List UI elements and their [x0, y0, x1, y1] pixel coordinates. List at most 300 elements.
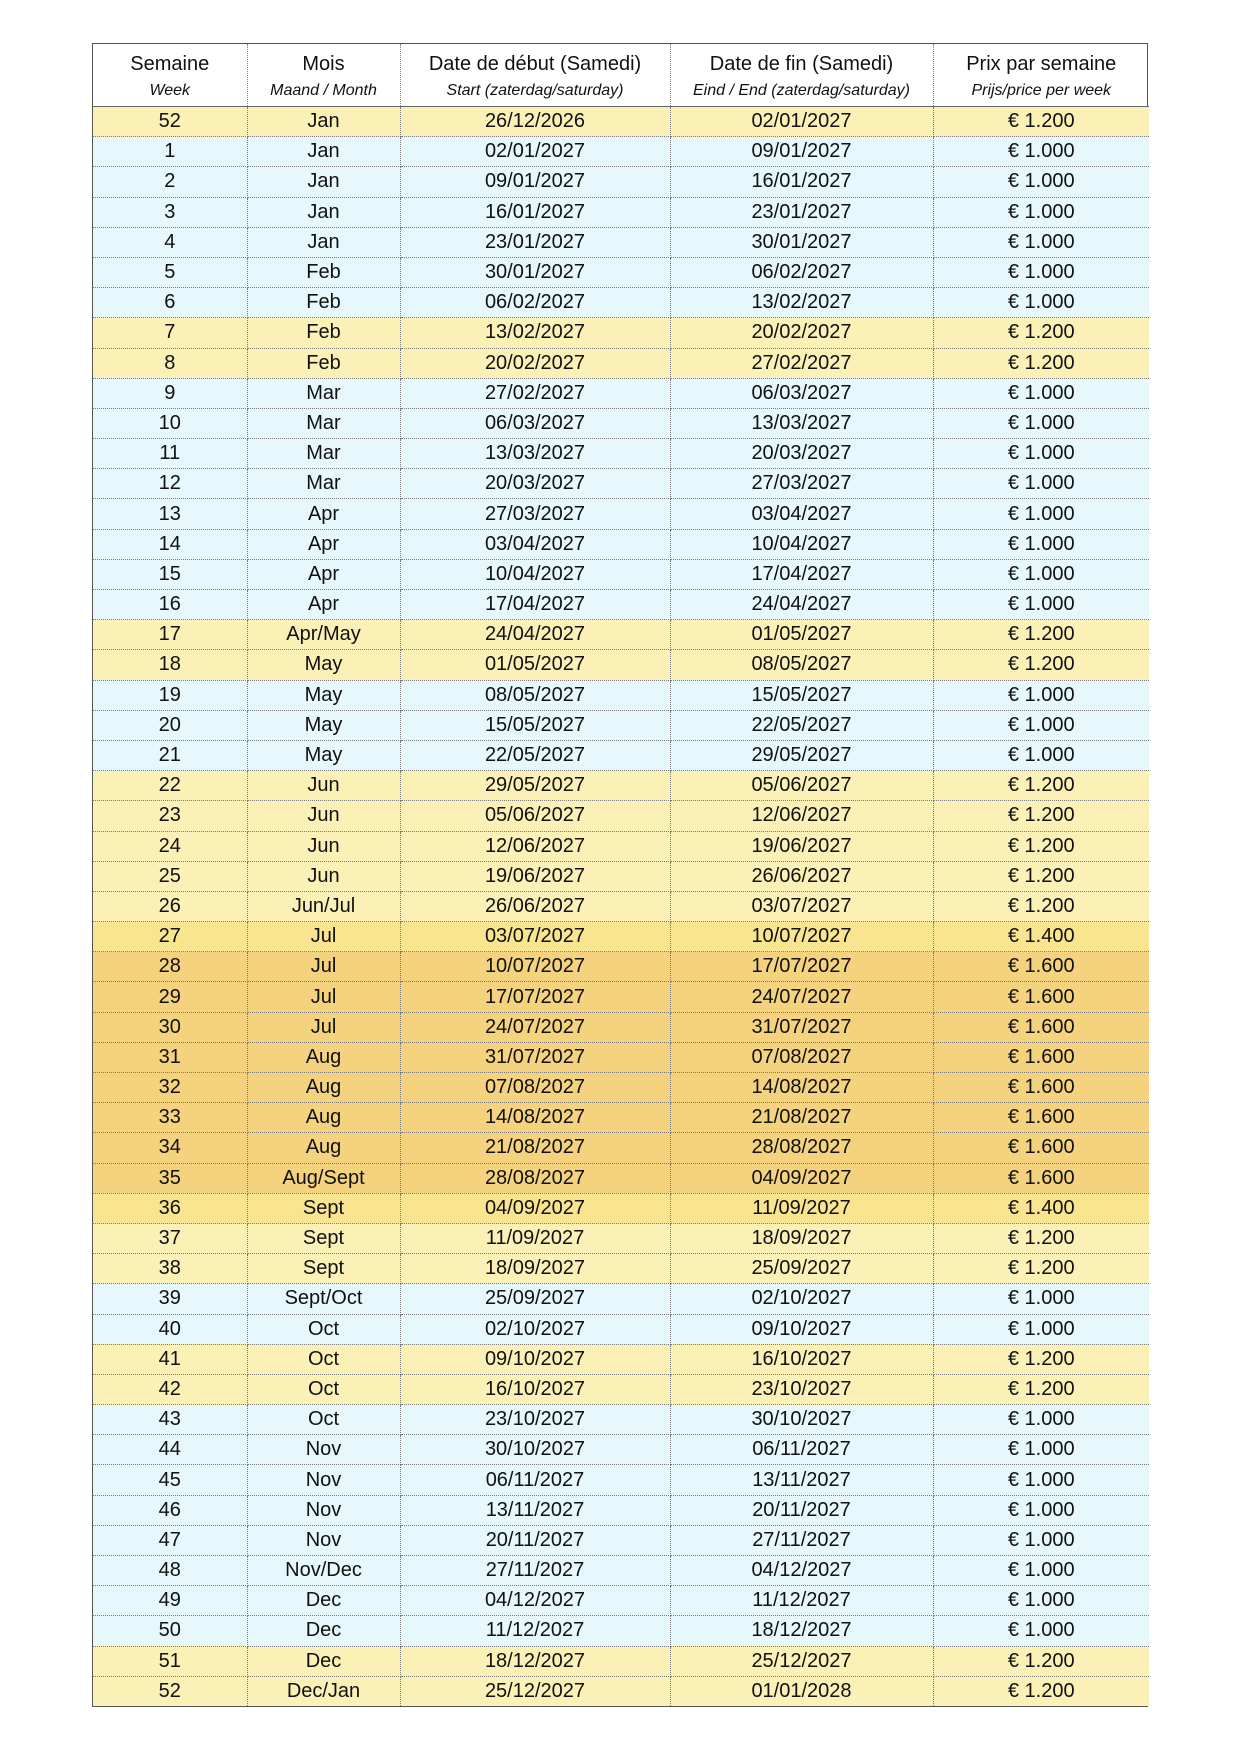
- table-row: [93, 197, 1149, 227]
- price-cell: € 1.000: [933, 559, 1149, 589]
- table-row: [93, 469, 1149, 499]
- end-date-cell: 25/12/2027: [670, 1646, 933, 1676]
- header-week-sub: Week: [149, 82, 191, 99]
- price-cell: € 1.000: [933, 1435, 1149, 1465]
- price-cell: € 1.000: [933, 1586, 1149, 1616]
- price-cell: € 1.200: [933, 771, 1149, 801]
- end-date-cell: 01/01/2028: [670, 1676, 933, 1706]
- price-cell: € 1.200: [933, 650, 1149, 680]
- start-date-cell: 10/07/2027: [400, 952, 670, 982]
- week-cell: 24: [93, 831, 247, 861]
- start-date-cell: 17/07/2027: [400, 982, 670, 1012]
- week-cell: 18: [93, 650, 247, 680]
- week-cell: 19: [93, 680, 247, 710]
- start-date-cell: 23/10/2027: [400, 1405, 670, 1435]
- month-cell: Nov/Dec: [247, 1556, 400, 1586]
- start-date-cell: 30/10/2027: [400, 1435, 670, 1465]
- week-cell: 2: [93, 167, 247, 197]
- header-month-fr: Mois: [302, 53, 345, 75]
- price-cell: € 1.000: [933, 1314, 1149, 1344]
- month-cell: Aug: [247, 1103, 400, 1133]
- header-end-sub: Eind / End (zaterdag/saturday): [692, 82, 910, 99]
- week-cell: 42: [93, 1374, 247, 1404]
- start-date-cell: 20/03/2027: [400, 469, 670, 499]
- end-date-cell: 25/09/2027: [670, 1254, 933, 1284]
- start-date-cell: 11/09/2027: [400, 1223, 670, 1253]
- week-cell: 16: [93, 590, 247, 620]
- month-cell: Dec/Jan: [247, 1676, 400, 1706]
- month-cell: Apr: [247, 590, 400, 620]
- table-row: [93, 1012, 1149, 1042]
- week-cell: 12: [93, 469, 247, 499]
- price-cell: € 1.200: [933, 891, 1149, 921]
- table-header: [93, 44, 1149, 107]
- start-date-cell: 27/03/2027: [400, 499, 670, 529]
- table-row: [93, 740, 1149, 770]
- week-cell: 48: [93, 1556, 247, 1586]
- table-row: [93, 257, 1149, 287]
- table-row: [93, 1374, 1149, 1404]
- start-date-cell: 02/10/2027: [400, 1314, 670, 1344]
- start-date-cell: 18/09/2027: [400, 1254, 670, 1284]
- start-date-cell: 22/05/2027: [400, 740, 670, 770]
- week-cell: 7: [93, 318, 247, 348]
- table-row: [93, 650, 1149, 680]
- week-cell: 45: [93, 1465, 247, 1495]
- month-cell: Mar: [247, 408, 400, 438]
- month-cell: Jan: [247, 107, 400, 137]
- price-cell: € 1.600: [933, 1042, 1149, 1072]
- price-cell: € 1.000: [933, 680, 1149, 710]
- month-cell: Jul: [247, 952, 400, 982]
- start-date-cell: 13/11/2027: [400, 1495, 670, 1525]
- table-row: [93, 318, 1149, 348]
- price-cell: € 1.600: [933, 1073, 1149, 1103]
- end-date-cell: 11/12/2027: [670, 1586, 933, 1616]
- week-cell: 32: [93, 1073, 247, 1103]
- week-cell: 35: [93, 1163, 247, 1193]
- month-cell: Jan: [247, 167, 400, 197]
- end-date-cell: 04/09/2027: [670, 1163, 933, 1193]
- price-cell: € 1.200: [933, 1344, 1149, 1374]
- month-cell: Aug/Sept: [247, 1163, 400, 1193]
- month-cell: Jul: [247, 1012, 400, 1042]
- start-date-cell: 17/04/2027: [400, 590, 670, 620]
- month-cell: Aug: [247, 1133, 400, 1163]
- table-row: [93, 227, 1149, 257]
- price-cell: € 1.000: [933, 408, 1149, 438]
- table-row: [93, 1495, 1149, 1525]
- month-cell: Dec: [247, 1646, 400, 1676]
- end-date-cell: 22/05/2027: [670, 710, 933, 740]
- end-date-cell: 11/09/2027: [670, 1193, 933, 1223]
- end-date-cell: 13/03/2027: [670, 408, 933, 438]
- start-date-cell: 03/04/2027: [400, 529, 670, 559]
- start-date-cell: 08/05/2027: [400, 680, 670, 710]
- table-row: [93, 137, 1149, 167]
- header-price-fr: Prix par semaine: [966, 53, 1117, 75]
- week-cell: 39: [93, 1284, 247, 1314]
- week-cell: 15: [93, 559, 247, 589]
- month-cell: Sept/Oct: [247, 1284, 400, 1314]
- week-cell: 40: [93, 1314, 247, 1344]
- month-cell: Jun: [247, 861, 400, 891]
- table-row: [93, 1405, 1149, 1435]
- table-row: [93, 861, 1149, 891]
- header-start-sub: Start (zaterdag/saturday): [446, 82, 624, 99]
- table-row: [93, 1435, 1149, 1465]
- month-cell: Jul: [247, 982, 400, 1012]
- end-date-cell: 24/07/2027: [670, 982, 933, 1012]
- month-cell: Sept: [247, 1193, 400, 1223]
- end-date-cell: 12/06/2027: [670, 801, 933, 831]
- end-date-cell: 28/08/2027: [670, 1133, 933, 1163]
- month-cell: Oct: [247, 1314, 400, 1344]
- end-date-cell: 17/07/2027: [670, 952, 933, 982]
- month-cell: Jan: [247, 137, 400, 167]
- table-row: [93, 680, 1149, 710]
- end-date-cell: 27/11/2027: [670, 1525, 933, 1555]
- month-cell: Apr: [247, 499, 400, 529]
- month-cell: Jan: [247, 197, 400, 227]
- price-cell: € 1.000: [933, 378, 1149, 408]
- price-cell: € 1.200: [933, 1374, 1149, 1404]
- start-date-cell: 20/11/2027: [400, 1525, 670, 1555]
- week-cell: 27: [93, 922, 247, 952]
- week-cell: 51: [93, 1646, 247, 1676]
- week-cell: 30: [93, 1012, 247, 1042]
- start-date-cell: 18/12/2027: [400, 1646, 670, 1676]
- end-date-cell: 26/06/2027: [670, 861, 933, 891]
- header-end-date: [670, 44, 933, 107]
- week-cell: 33: [93, 1103, 247, 1133]
- start-date-cell: 25/09/2027: [400, 1284, 670, 1314]
- end-date-cell: 20/02/2027: [670, 318, 933, 348]
- month-cell: Apr/May: [247, 620, 400, 650]
- week-cell: 14: [93, 529, 247, 559]
- start-date-cell: 21/08/2027: [400, 1133, 670, 1163]
- week-cell: 3: [93, 197, 247, 227]
- table-row: [93, 439, 1149, 469]
- start-date-cell: 30/01/2027: [400, 257, 670, 287]
- start-date-cell: 27/11/2027: [400, 1556, 670, 1586]
- start-date-cell: 19/06/2027: [400, 861, 670, 891]
- end-date-cell: 13/11/2027: [670, 1465, 933, 1495]
- start-date-cell: 31/07/2027: [400, 1042, 670, 1072]
- price-cell: € 1.000: [933, 499, 1149, 529]
- start-date-cell: 01/05/2027: [400, 650, 670, 680]
- start-date-cell: 28/08/2027: [400, 1163, 670, 1193]
- end-date-cell: 02/10/2027: [670, 1284, 933, 1314]
- start-date-cell: 13/03/2027: [400, 439, 670, 469]
- end-date-cell: 02/01/2027: [670, 107, 933, 137]
- month-cell: May: [247, 650, 400, 680]
- start-date-cell: 27/02/2027: [400, 378, 670, 408]
- header-price: [933, 44, 1149, 107]
- start-date-cell: 09/01/2027: [400, 167, 670, 197]
- price-cell: € 1.000: [933, 710, 1149, 740]
- month-cell: Jun/Jul: [247, 891, 400, 921]
- month-cell: Sept: [247, 1223, 400, 1253]
- table-row: [93, 378, 1149, 408]
- price-cell: € 1.200: [933, 1223, 1149, 1253]
- price-cell: € 1.000: [933, 1405, 1149, 1435]
- table-row: [93, 408, 1149, 438]
- table-row: [93, 559, 1149, 589]
- week-cell: 22: [93, 771, 247, 801]
- end-date-cell: 19/06/2027: [670, 831, 933, 861]
- end-date-cell: 03/07/2027: [670, 891, 933, 921]
- price-cell: € 1.400: [933, 922, 1149, 952]
- price-cell: € 1.200: [933, 801, 1149, 831]
- week-cell: 23: [93, 801, 247, 831]
- price-cell: € 1.000: [933, 740, 1149, 770]
- price-cell: € 1.200: [933, 1646, 1149, 1676]
- start-date-cell: 04/09/2027: [400, 1193, 670, 1223]
- month-cell: Mar: [247, 439, 400, 469]
- table-row: [93, 831, 1149, 861]
- price-cell: € 1.200: [933, 831, 1149, 861]
- start-date-cell: 03/07/2027: [400, 922, 670, 952]
- header-month-sub: Maand / Month: [270, 82, 377, 99]
- end-date-cell: 01/05/2027: [670, 620, 933, 650]
- end-date-cell: 17/04/2027: [670, 559, 933, 589]
- week-cell: 5: [93, 257, 247, 287]
- month-cell: Mar: [247, 378, 400, 408]
- end-date-cell: 20/03/2027: [670, 439, 933, 469]
- end-date-cell: 06/02/2027: [670, 257, 933, 287]
- end-date-cell: 18/12/2027: [670, 1616, 933, 1646]
- end-date-cell: 06/11/2027: [670, 1435, 933, 1465]
- table-row: [93, 891, 1149, 921]
- end-date-cell: 15/05/2027: [670, 680, 933, 710]
- start-date-cell: 26/06/2027: [400, 891, 670, 921]
- week-cell: 38: [93, 1254, 247, 1284]
- month-cell: May: [247, 680, 400, 710]
- week-cell: 4: [93, 227, 247, 257]
- end-date-cell: 24/04/2027: [670, 590, 933, 620]
- month-cell: Feb: [247, 288, 400, 318]
- end-date-cell: 27/03/2027: [670, 469, 933, 499]
- price-cell: € 1.000: [933, 590, 1149, 620]
- month-cell: Oct: [247, 1344, 400, 1374]
- week-cell: 41: [93, 1344, 247, 1374]
- table-row: [93, 1133, 1149, 1163]
- month-cell: Dec: [247, 1586, 400, 1616]
- header-start-date: [400, 44, 670, 107]
- end-date-cell: 18/09/2027: [670, 1223, 933, 1253]
- end-date-cell: 20/11/2027: [670, 1495, 933, 1525]
- start-date-cell: 16/01/2027: [400, 197, 670, 227]
- week-cell: 9: [93, 378, 247, 408]
- table-row: [93, 348, 1149, 378]
- price-cell: € 1.000: [933, 167, 1149, 197]
- table-row: [93, 710, 1149, 740]
- start-date-cell: 20/02/2027: [400, 348, 670, 378]
- table-row: [93, 1676, 1149, 1706]
- table-row: [93, 1344, 1149, 1374]
- start-date-cell: 09/10/2027: [400, 1344, 670, 1374]
- price-cell: € 1.200: [933, 1254, 1149, 1284]
- end-date-cell: 09/10/2027: [670, 1314, 933, 1344]
- month-cell: Feb: [247, 257, 400, 287]
- start-date-cell: 12/06/2027: [400, 831, 670, 861]
- table-row: [93, 1163, 1149, 1193]
- start-date-cell: 16/10/2027: [400, 1374, 670, 1404]
- price-table-container: [92, 43, 1148, 1707]
- month-cell: Nov: [247, 1435, 400, 1465]
- table-row: [93, 952, 1149, 982]
- start-date-cell: 13/02/2027: [400, 318, 670, 348]
- table-row: [93, 167, 1149, 197]
- end-date-cell: 23/10/2027: [670, 1374, 933, 1404]
- price-cell: € 1.200: [933, 1676, 1149, 1706]
- week-cell: 52: [93, 1676, 247, 1706]
- end-date-cell: 30/01/2027: [670, 227, 933, 257]
- start-date-cell: 11/12/2027: [400, 1616, 670, 1646]
- start-date-cell: 25/12/2027: [400, 1676, 670, 1706]
- month-cell: Feb: [247, 318, 400, 348]
- month-cell: Jun: [247, 801, 400, 831]
- start-date-cell: 06/11/2027: [400, 1465, 670, 1495]
- price-cell: € 1.000: [933, 1284, 1149, 1314]
- table-row: [93, 499, 1149, 529]
- end-date-cell: 10/07/2027: [670, 922, 933, 952]
- table-row: [93, 1556, 1149, 1586]
- week-cell: 34: [93, 1133, 247, 1163]
- week-cell: 50: [93, 1616, 247, 1646]
- end-date-cell: 05/06/2027: [670, 771, 933, 801]
- end-date-cell: 23/01/2027: [670, 197, 933, 227]
- table-row: [93, 982, 1149, 1012]
- end-date-cell: 09/01/2027: [670, 137, 933, 167]
- price-cell: € 1.000: [933, 439, 1149, 469]
- week-cell: 8: [93, 348, 247, 378]
- week-cell: 29: [93, 982, 247, 1012]
- end-date-cell: 21/08/2027: [670, 1103, 933, 1133]
- table-row: [93, 1223, 1149, 1253]
- start-date-cell: 06/03/2027: [400, 408, 670, 438]
- week-cell: 11: [93, 439, 247, 469]
- end-date-cell: 16/10/2027: [670, 1344, 933, 1374]
- week-cell: 52: [93, 107, 247, 137]
- end-date-cell: 03/04/2027: [670, 499, 933, 529]
- price-cell: € 1.000: [933, 1616, 1149, 1646]
- week-cell: 20: [93, 710, 247, 740]
- week-cell: 17: [93, 620, 247, 650]
- week-cell: 26: [93, 891, 247, 921]
- month-cell: Jul: [247, 922, 400, 952]
- month-cell: Feb: [247, 348, 400, 378]
- week-cell: 49: [93, 1586, 247, 1616]
- start-date-cell: 24/07/2027: [400, 1012, 670, 1042]
- weekly-price-table: [93, 44, 1149, 1706]
- table-row: [93, 1646, 1149, 1676]
- week-cell: 13: [93, 499, 247, 529]
- week-cell: 46: [93, 1495, 247, 1525]
- month-cell: Jun: [247, 771, 400, 801]
- month-cell: Jun: [247, 831, 400, 861]
- table-body: [93, 107, 1149, 1706]
- week-cell: 25: [93, 861, 247, 891]
- price-cell: € 1.000: [933, 1525, 1149, 1555]
- table-row: [93, 107, 1149, 137]
- table-row: [93, 590, 1149, 620]
- end-date-cell: 13/02/2027: [670, 288, 933, 318]
- table-row: [93, 288, 1149, 318]
- week-cell: 28: [93, 952, 247, 982]
- price-cell: € 1.200: [933, 861, 1149, 891]
- end-date-cell: 10/04/2027: [670, 529, 933, 559]
- price-cell: € 1.000: [933, 1495, 1149, 1525]
- end-date-cell: 06/03/2027: [670, 378, 933, 408]
- start-date-cell: 06/02/2027: [400, 288, 670, 318]
- table-row: [93, 1073, 1149, 1103]
- price-cell: € 1.200: [933, 348, 1149, 378]
- table-row: [93, 1465, 1149, 1495]
- month-cell: May: [247, 710, 400, 740]
- header-end-fr: Date de fin (Samedi): [709, 53, 894, 75]
- end-date-cell: 27/02/2027: [670, 348, 933, 378]
- price-cell: € 1.600: [933, 1012, 1149, 1042]
- header-week-fr: Semaine: [130, 53, 210, 75]
- header-week: [93, 44, 247, 107]
- week-cell: 6: [93, 288, 247, 318]
- table-row: [93, 1042, 1149, 1072]
- month-cell: Nov: [247, 1465, 400, 1495]
- month-cell: Nov: [247, 1525, 400, 1555]
- table-row: [93, 1284, 1149, 1314]
- header-price-sub: Prijs/price per week: [971, 82, 1112, 99]
- month-cell: Sept: [247, 1254, 400, 1284]
- table-row: [93, 1193, 1149, 1223]
- week-cell: 44: [93, 1435, 247, 1465]
- month-cell: Apr: [247, 529, 400, 559]
- end-date-cell: 30/10/2027: [670, 1405, 933, 1435]
- month-cell: Aug: [247, 1073, 400, 1103]
- table-row: [93, 620, 1149, 650]
- table-row: [93, 1314, 1149, 1344]
- table-row: [93, 771, 1149, 801]
- price-cell: € 1.000: [933, 288, 1149, 318]
- month-cell: Dec: [247, 1616, 400, 1646]
- start-date-cell: 05/06/2027: [400, 801, 670, 831]
- start-date-cell: 26/12/2026: [400, 107, 670, 137]
- month-cell: Nov: [247, 1495, 400, 1525]
- header-month: [247, 44, 400, 107]
- week-cell: 31: [93, 1042, 247, 1072]
- table-row: [93, 1616, 1149, 1646]
- price-cell: € 1.400: [933, 1193, 1149, 1223]
- month-cell: Oct: [247, 1405, 400, 1435]
- month-cell: Mar: [247, 469, 400, 499]
- month-cell: Apr: [247, 559, 400, 589]
- price-cell: € 1.600: [933, 1163, 1149, 1193]
- end-date-cell: 16/01/2027: [670, 167, 933, 197]
- table-row: [93, 922, 1149, 952]
- month-cell: Jan: [247, 227, 400, 257]
- price-cell: € 1.000: [933, 137, 1149, 167]
- week-cell: 21: [93, 740, 247, 770]
- start-date-cell: 29/05/2027: [400, 771, 670, 801]
- week-cell: 36: [93, 1193, 247, 1223]
- month-cell: Aug: [247, 1042, 400, 1072]
- table-row: [93, 1103, 1149, 1133]
- price-cell: € 1.600: [933, 952, 1149, 982]
- table-row: [93, 1254, 1149, 1284]
- price-cell: € 1.200: [933, 620, 1149, 650]
- end-date-cell: 07/08/2027: [670, 1042, 933, 1072]
